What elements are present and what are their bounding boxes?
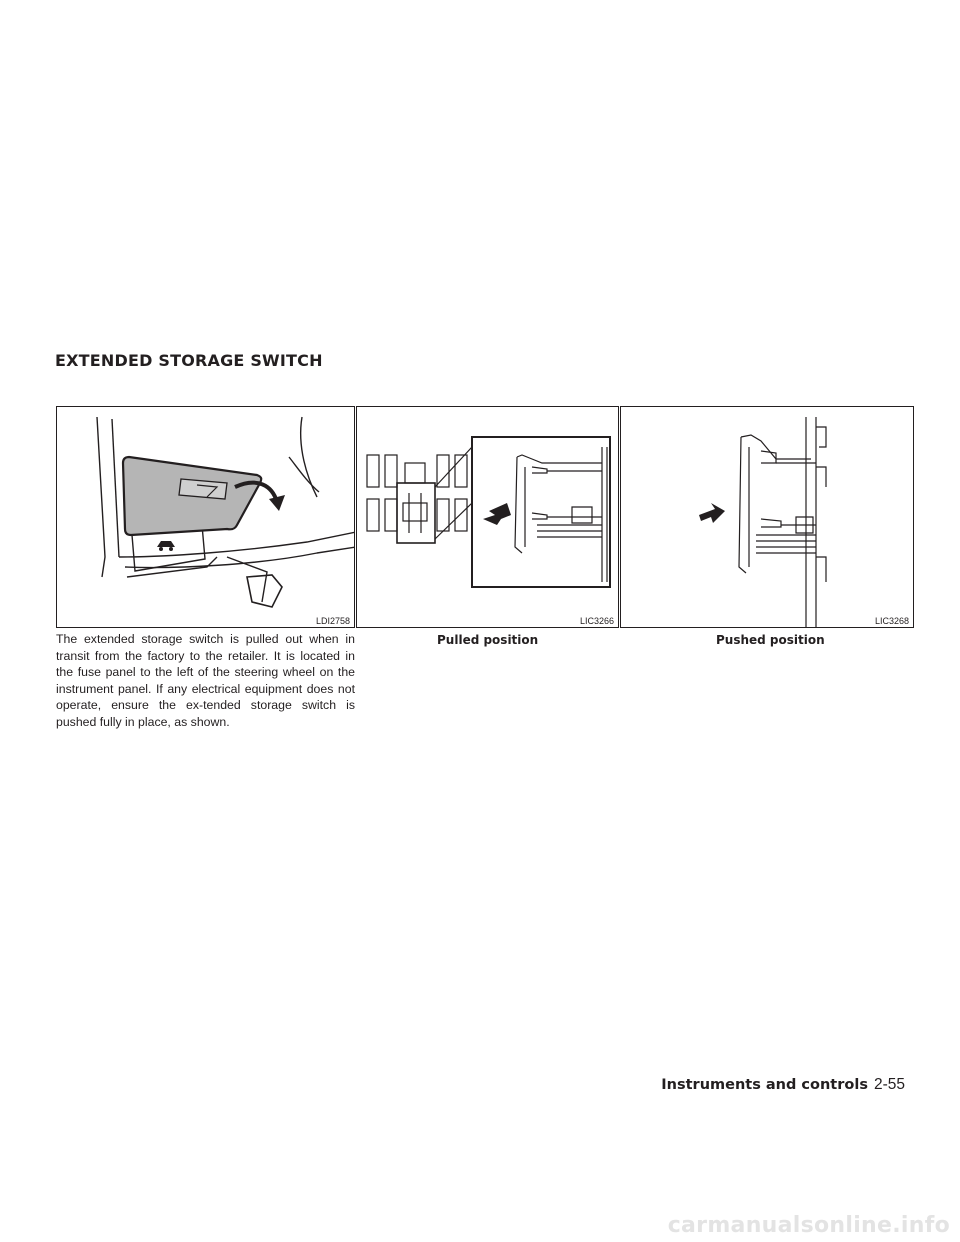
page-number: 2-55 <box>873 1076 905 1093</box>
watermark-logo: carmanualsonline.info <box>667 1213 950 1238</box>
instrument-panel-illustration <box>57 407 355 628</box>
switch-pulled-illustration <box>357 407 619 628</box>
figure-code: LIC3268 <box>874 616 909 626</box>
figure-code: LIC3266 <box>579 616 614 626</box>
figure-code: LDI2758 <box>315 616 350 626</box>
figure-pushed-position <box>620 406 914 628</box>
switch-pushed-illustration <box>621 407 914 628</box>
caption-pushed-position: Pushed position <box>716 633 825 647</box>
body-paragraph: The extended storage switch is pulled out when in transit from the factory to the retailer. It is located in the fuse panel to the left of the steering wheel on the instrument panel. If any electrical equipment does not operate, ensure the ex-tended storage switch is pushed fully in place, as shown. <box>56 632 355 729</box>
page-footer <box>0 1076 905 1094</box>
figure-pulled-position <box>356 406 619 628</box>
figure-fuse-panel-location <box>56 406 355 628</box>
caption-pulled-position: Pulled position <box>437 633 539 647</box>
section-title: EXTENDED STORAGE SWITCH <box>55 351 323 370</box>
footer-section-name: Instruments and controls <box>661 1077 868 1093</box>
